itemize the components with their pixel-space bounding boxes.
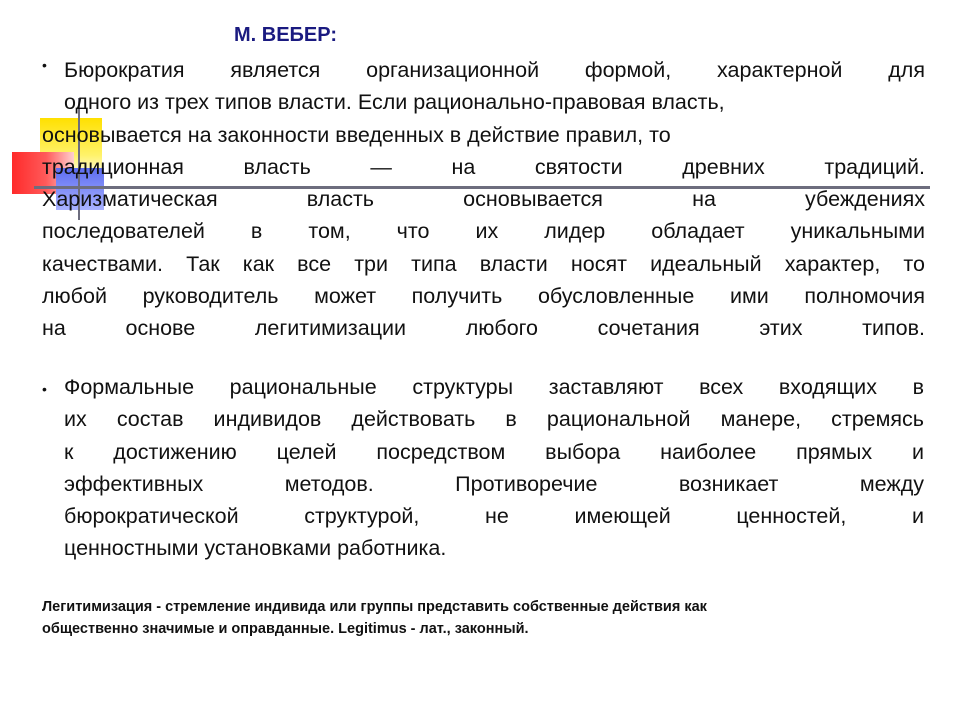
paragraph-line: Харизматическая власть основывается на убеждениях: [42, 187, 925, 212]
paragraph-line: на основе легитимизации любого сочетания этих типов.: [42, 316, 925, 341]
paragraph-line: бюрократической структурой, не имеющей ценностей, и: [64, 504, 924, 529]
paragraph-line: последователей в том, что их лидер обладает уникальными: [42, 219, 925, 244]
paragraph-line: любой руководитель может получить обусловленные ими полномочия: [42, 284, 925, 309]
footnote-definition: [42, 596, 926, 640]
footnote-line: Легитимизация - стремление индивида или группы представить собственные действия как: [42, 599, 707, 615]
bullet-icon: •: [42, 57, 47, 73]
paragraph-line: Бюрократия является организационной формой, характерной для: [64, 58, 925, 82]
paragraph-line: традиционная власть — на святости древних традиций.: [42, 154, 925, 179]
paragraph-line: одного из трех типов власти. Если рационально-правовая власть,: [64, 90, 725, 115]
paragraph-line: их состав индивидов действовать в рациональной манере, стремясь: [64, 407, 924, 432]
paragraph-line: Формальные рациональные структуры заставляют всех входящих в: [64, 375, 924, 399]
paragraph-line: основывается на законности введенных в действие правил, то: [42, 122, 671, 147]
bullet-icon: •: [42, 381, 47, 397]
paragraph-line: качествами. Так как все три типа власти носят идеальный характер, то: [42, 251, 925, 276]
bullet-paragraph-bureaucracy: [42, 54, 925, 345]
bullet-paragraph-formal-structures: [64, 371, 924, 565]
slide-title: М. ВЕБЕР:: [234, 24, 338, 46]
paragraph-line: эффективных методов. Противоречие возникает между: [64, 471, 924, 496]
footnote-line: общественно значимые и оправданные. Legitimus - лат., законный.: [42, 621, 529, 637]
paragraph-line: ценностными установками работника.: [64, 536, 447, 561]
paragraph-line: к достижению целей посредством выбора наиболее прямых и: [64, 439, 924, 464]
